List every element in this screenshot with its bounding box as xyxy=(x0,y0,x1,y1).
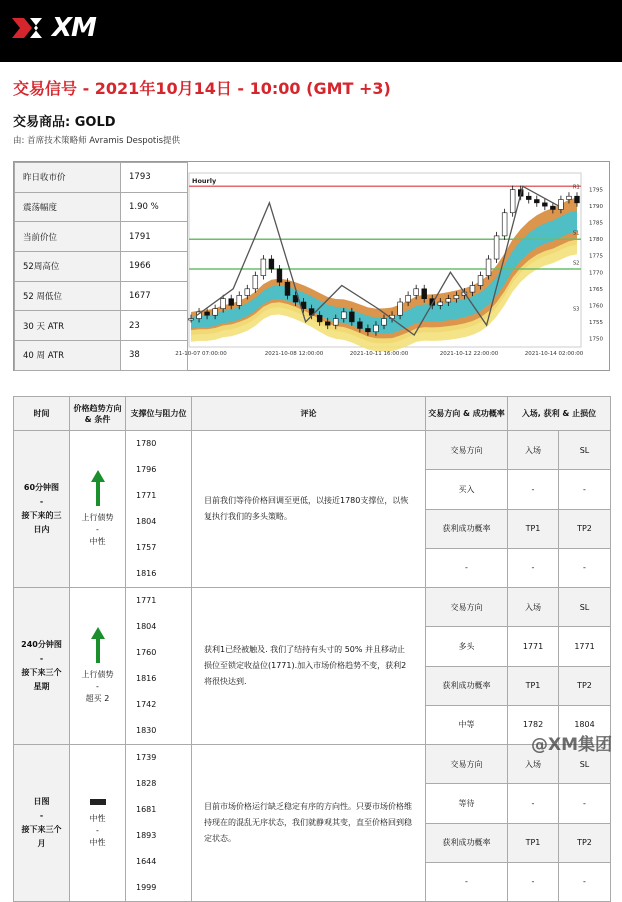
page-title: 交易信号 - 2021年10月14日 - 10:00 (GMT +3) xyxy=(13,79,391,98)
candle-body xyxy=(221,299,226,309)
stats-row xyxy=(15,341,188,371)
gold-hourly-chart xyxy=(175,163,609,369)
support-level: 1681 xyxy=(136,805,157,814)
xm-logo-icon xyxy=(12,16,50,40)
candle-body xyxy=(542,203,547,206)
resistance-level: 1999 xyxy=(136,883,157,892)
candle-body xyxy=(478,276,483,286)
x-tick-label: 2021-10-08 12:00:00 xyxy=(264,351,324,357)
trend-cell xyxy=(70,431,126,588)
sl-cell: - xyxy=(559,862,611,901)
stat-label: 昨日收市价 xyxy=(15,163,121,193)
support-level: 1739 xyxy=(136,753,157,762)
direction-cell: 交易方向 xyxy=(426,588,508,627)
signals-table xyxy=(13,396,611,902)
trend-text-line: 上行债势 xyxy=(81,513,114,522)
stat-value: 1677 xyxy=(121,281,188,311)
provider-label: 由: 首席技术策略师 Avramis Despotis提供 xyxy=(13,136,181,146)
stats-row xyxy=(15,192,188,222)
timeframe-cell xyxy=(14,588,70,745)
candle-body xyxy=(261,259,266,276)
candle-body xyxy=(229,299,234,306)
top-bar xyxy=(0,0,622,62)
xm-logo[interactable] xyxy=(12,14,96,42)
comment-cell: 目前我们等待价格回调至更低，以接近1780支撑位，以恢复执行我们的多头策略。 xyxy=(192,431,426,588)
comment-cell: 获利1已经被触及. 我们了结持有头寸的 50% 并且移动止损位至锁定收益位(1771).加入市场价格趋势不变，获利2将很快达到. xyxy=(192,588,426,745)
sl-cell: SL xyxy=(559,588,611,627)
sl-cell: 1771 xyxy=(559,627,611,666)
candle-body xyxy=(550,206,555,209)
candle-body xyxy=(438,302,443,305)
candle-body xyxy=(317,315,322,322)
candle-body xyxy=(237,295,242,305)
resistance-level: 1816 xyxy=(136,674,157,683)
stat-value: 23 xyxy=(121,311,188,341)
trend-text-line: - xyxy=(96,682,99,691)
resistance-level: 1804 xyxy=(136,517,157,526)
direction-cell: 买入 xyxy=(426,470,508,509)
market-info-box xyxy=(13,161,610,371)
candle-body xyxy=(277,269,282,282)
candle-body xyxy=(245,289,250,296)
resistance-level: 1828 xyxy=(136,779,157,788)
direction-cell: - xyxy=(426,548,508,587)
candle-body xyxy=(374,325,379,332)
timeframe-line: 接下来三个 xyxy=(21,825,62,834)
stat-value: 1791 xyxy=(121,222,188,252)
trend-text-line: 中性 xyxy=(89,537,106,546)
trend-text-line: 中性 xyxy=(89,838,106,847)
support-level: 1780 xyxy=(136,439,157,448)
col-header-comment: 评论 xyxy=(192,397,426,431)
y-tick-label: 1765 xyxy=(589,286,603,293)
col-header-time: 时间 xyxy=(14,397,70,431)
candle-body xyxy=(575,196,580,203)
candle-body xyxy=(398,302,403,315)
stats-row xyxy=(15,311,188,341)
candle-body xyxy=(422,289,427,299)
stats-row xyxy=(15,163,188,193)
sl-cell: TP2 xyxy=(559,509,611,548)
stat-value: 1793 xyxy=(121,163,188,193)
sl-cell: SL xyxy=(559,431,611,470)
levels-cell xyxy=(126,431,192,588)
entry-cell: TP1 xyxy=(508,666,559,705)
entry-cell: TP1 xyxy=(508,823,559,862)
stat-label: 30 天 ATR xyxy=(15,311,121,341)
col-header-direction: 交易方向 & 成功概率 xyxy=(426,397,508,431)
y-tick-label: 1770 xyxy=(589,270,603,277)
candle-body xyxy=(510,190,515,213)
direction-cell: 获利成功概率 xyxy=(426,823,508,862)
stat-label: 40 周 ATR xyxy=(15,341,121,371)
sl-cell: - xyxy=(559,548,611,587)
timeframe-line: 接下来的三 xyxy=(21,511,62,520)
trend-text-line: - xyxy=(96,826,99,835)
direction-cell: 交易方向 xyxy=(426,745,508,784)
support-level: 1760 xyxy=(136,648,157,657)
col-header-levels: 支撑位与阻力位 xyxy=(126,397,192,431)
candle-body xyxy=(285,282,290,295)
levels-cell xyxy=(126,745,192,902)
support-level: 1771 xyxy=(136,491,157,500)
y-tick-label: 1790 xyxy=(589,204,603,211)
chart-title: Hourly xyxy=(192,177,217,185)
candle-body xyxy=(534,200,539,203)
candle-body xyxy=(269,259,274,269)
sl-cell: 1804 xyxy=(559,705,611,744)
candle-body xyxy=(494,236,499,259)
y-tick-label: 1795 xyxy=(589,187,603,194)
resistance-level: 1893 xyxy=(136,831,157,840)
y-tick-label: 1755 xyxy=(589,319,603,326)
resistance-level: 1830 xyxy=(136,726,157,735)
col-header-trend: 价格趋势方向 & 条件 xyxy=(70,397,126,431)
timeframe-line: 月 xyxy=(37,839,46,848)
sl-cell: - xyxy=(559,470,611,509)
support-level: 1771 xyxy=(136,596,157,605)
level-tag: S2 xyxy=(573,260,580,267)
stats-row xyxy=(15,252,188,282)
signal-subrow xyxy=(14,588,611,627)
candle-body xyxy=(414,289,419,296)
flat-dash-icon xyxy=(90,797,106,807)
up-arrow-icon xyxy=(91,627,105,663)
entry-cell: - xyxy=(508,784,559,823)
direction-cell: 多头 xyxy=(426,627,508,666)
trend-text-line: 超买 2 xyxy=(85,694,110,703)
timeframe-line: 日图 xyxy=(33,797,50,806)
timeframe-cell xyxy=(14,745,70,902)
timeframe-line: 接下来三个 xyxy=(21,668,62,677)
candle-body xyxy=(526,196,531,199)
timeframe-line: - xyxy=(39,654,44,663)
sl-cell: - xyxy=(559,784,611,823)
stats-table xyxy=(14,162,188,371)
entry-cell: 入场 xyxy=(508,431,559,470)
y-tick-label: 1775 xyxy=(589,253,603,260)
direction-cell: 中等 xyxy=(426,705,508,744)
candle-body xyxy=(567,196,572,199)
stats-row xyxy=(15,281,188,311)
stat-label: 震荡幅度 xyxy=(15,192,121,222)
signal-subrow xyxy=(14,431,611,470)
stat-value: 1.90 % xyxy=(121,192,188,222)
candle-body xyxy=(382,319,387,326)
level-tag: R1 xyxy=(573,184,580,191)
candle-body xyxy=(213,309,218,316)
timeframe-line: - xyxy=(39,811,44,820)
signal-subrow xyxy=(14,745,611,784)
support-level: 1742 xyxy=(136,700,157,709)
watermark: @XM集团 xyxy=(530,735,612,755)
sl-cell: TP2 xyxy=(559,823,611,862)
logo-text: XM xyxy=(52,13,96,43)
y-tick-label: 1785 xyxy=(589,220,603,227)
trend-text-line: - xyxy=(96,525,99,534)
candle-body xyxy=(559,200,564,210)
col-header-entry: 入场, 获利 & 止损位 xyxy=(508,397,611,431)
entry-cell: 1782 xyxy=(508,705,559,744)
direction-cell: 获利成功概率 xyxy=(426,509,508,548)
entry-cell: - xyxy=(508,470,559,509)
candle-body xyxy=(253,276,258,289)
stat-value: 38 xyxy=(121,341,188,371)
candle-body xyxy=(502,213,507,236)
candle-body xyxy=(333,319,338,326)
candle-body xyxy=(446,299,451,302)
instrument-label: 交易商品: GOLD xyxy=(13,115,116,130)
resistance-level: 1816 xyxy=(136,569,157,578)
x-tick-label: 2021-10-11 16:00:00 xyxy=(349,351,409,357)
entry-cell: - xyxy=(508,548,559,587)
timeframe-line: 240分钟图 xyxy=(21,640,62,649)
level-tag: S1 xyxy=(573,230,580,237)
candle-body xyxy=(366,328,371,331)
direction-cell: 交易方向 xyxy=(426,431,508,470)
candle-body xyxy=(454,295,459,298)
stat-label: 当前价位 xyxy=(15,222,121,252)
timeframe-line: - xyxy=(39,497,44,506)
candle-body xyxy=(341,312,346,319)
entry-cell: 1771 xyxy=(508,627,559,666)
trend-text-line: 中性 xyxy=(89,814,106,823)
candle-body xyxy=(189,319,194,321)
sl-cell: TP2 xyxy=(559,666,611,705)
entry-cell: 入场 xyxy=(508,745,559,784)
timeframe-cell xyxy=(14,431,70,588)
resistance-level: 1804 xyxy=(136,622,157,631)
levels-cell xyxy=(126,588,192,745)
direction-cell: 获利成功概率 xyxy=(426,666,508,705)
y-tick-label: 1760 xyxy=(589,303,603,310)
timeframe-line: 日内 xyxy=(33,525,50,534)
stats-row xyxy=(15,222,188,252)
entry-cell: TP1 xyxy=(508,509,559,548)
x-tick-label: 2021-10-12 22:00:00 xyxy=(439,351,499,357)
up-arrow-icon xyxy=(91,470,105,506)
resistance-level: 1796 xyxy=(136,465,157,474)
timeframe-line: 星期 xyxy=(33,682,50,691)
entry-cell: 入场 xyxy=(508,588,559,627)
support-level: 1644 xyxy=(136,857,157,866)
candle-body xyxy=(325,322,330,325)
y-tick-label: 1780 xyxy=(589,237,603,244)
x-tick-label: 21-10-07 07:00:00 xyxy=(175,351,227,357)
timeframe-line: 60分钟图 xyxy=(23,483,60,492)
comment-cell: 目前市场价格运行缺乏稳定有序的方向性。只要市场价格维持现在的混乱无序状态，我们就静观其变，直至价格回到稳定状态。 xyxy=(192,745,426,902)
trend-cell xyxy=(70,588,126,745)
candle-body xyxy=(357,322,362,329)
entry-cell: - xyxy=(508,862,559,901)
candle-body xyxy=(406,295,411,302)
candle-body xyxy=(486,259,491,276)
trend-text-line: 上行债势 xyxy=(81,670,114,679)
level-tag: S3 xyxy=(573,306,580,313)
stat-label: 52 周低位 xyxy=(15,281,121,311)
stat-value: 1966 xyxy=(121,252,188,282)
sl-cell: SL xyxy=(559,745,611,784)
trend-cell xyxy=(70,745,126,902)
direction-cell: - xyxy=(426,862,508,901)
y-tick-label: 1750 xyxy=(589,336,603,343)
support-level: 1757 xyxy=(136,543,157,552)
direction-cell: 等待 xyxy=(426,784,508,823)
x-tick-label: 2021-10-14 02:00:00 xyxy=(524,351,584,357)
stat-label: 52周高位 xyxy=(15,252,121,282)
candle-body xyxy=(205,312,210,315)
candle-body xyxy=(349,312,354,322)
candle-body xyxy=(470,285,475,292)
